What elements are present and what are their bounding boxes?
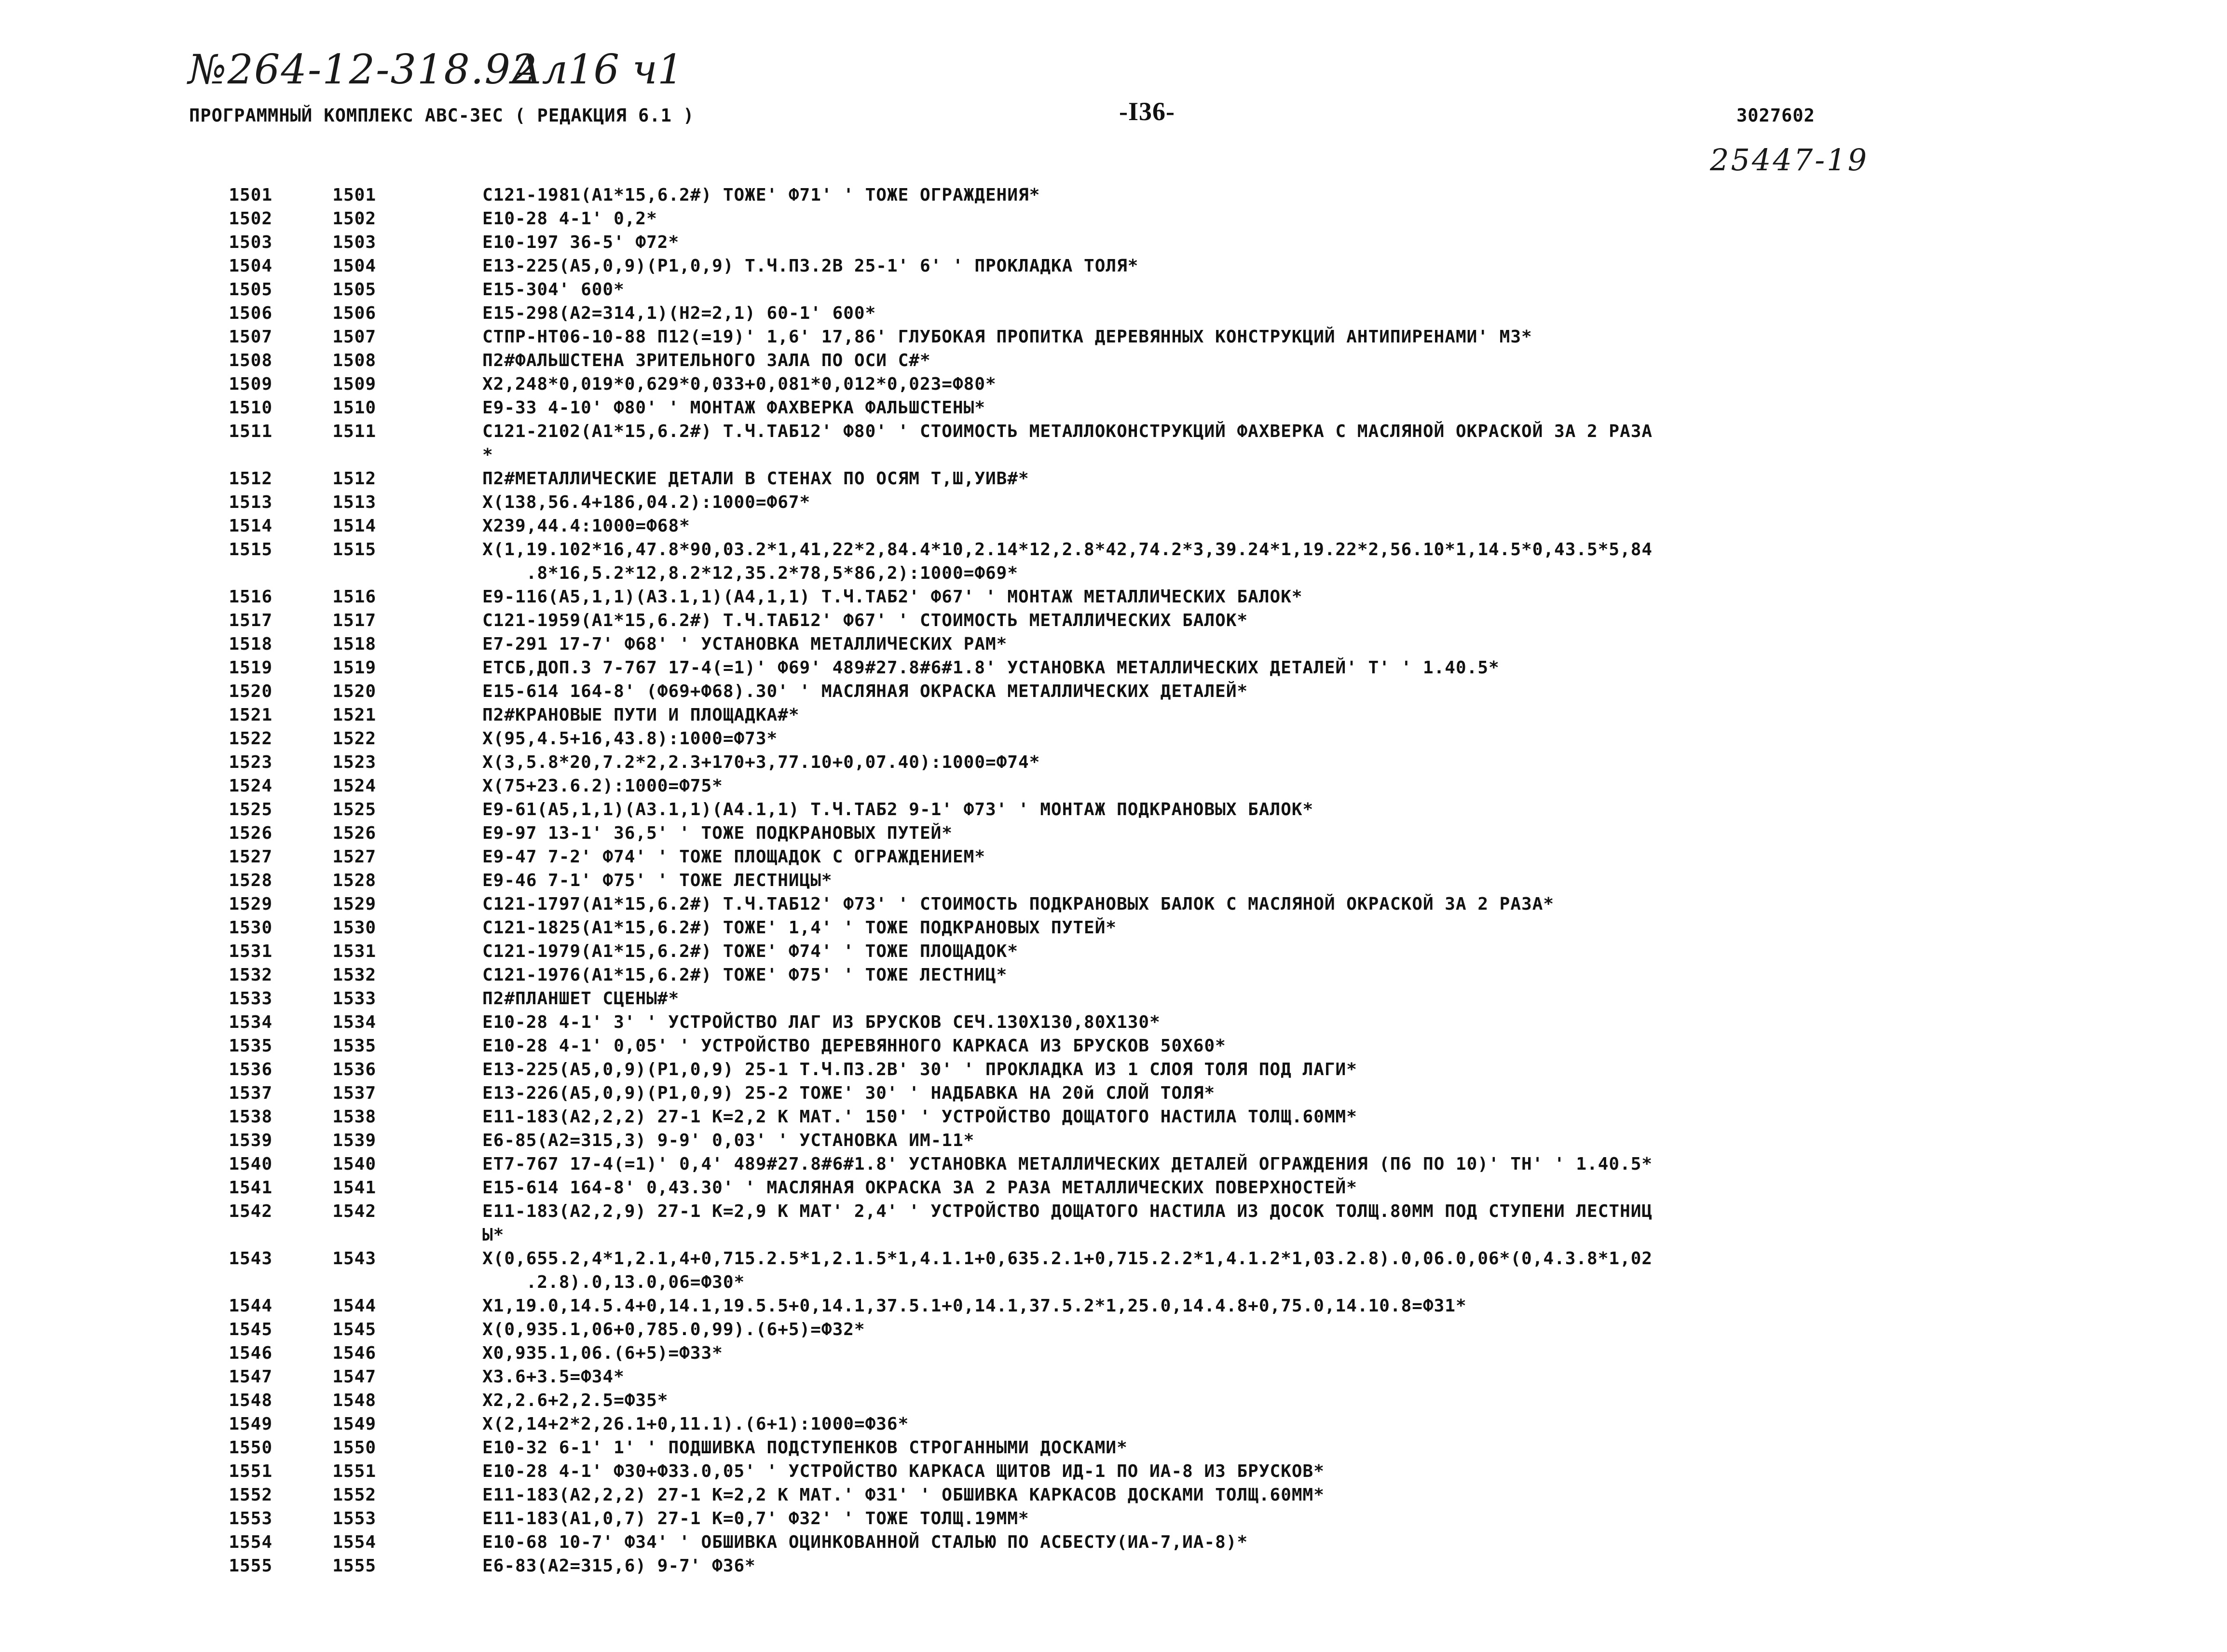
line-number: 1527 xyxy=(229,847,273,867)
record-text: Е7-291 17-7' Ф68' ' УСТАНОВКА МЕТАЛЛИЧЕСКИХ РАМ* xyxy=(482,634,1008,654)
listing-row xyxy=(0,491,2227,514)
record-text: Е13-225(А5,0,9)(Р1,0,9) Т.Ч.П3.2В 25-1' 6' ' ПРОКЛАДКА ТОЛЯ* xyxy=(482,256,1139,276)
listing-row xyxy=(0,1318,2227,1341)
record-number: 1506 xyxy=(332,303,376,323)
record-text: Е9-61(А5,1,1)(А3.1,1)(А4.1,1) Т.Ч.ТАБ2 9-1' Ф73' ' МОНТАЖ ПОДКРАНОВЫХ БАЛОК* xyxy=(482,800,1314,819)
listing-row xyxy=(0,514,2227,538)
line-number: 1512 xyxy=(229,469,273,489)
record-number: 1513 xyxy=(332,492,376,512)
document-code: 3027602 xyxy=(1736,105,1815,126)
record-text: Х(2,14+2*2,26.1+0,11.1).(6+1):1000=Ф36* xyxy=(482,1414,909,1434)
record-text: Е15-298(А2=314,1)(Н2=2,1) 60-1' 600* xyxy=(482,303,876,323)
record-number: 1521 xyxy=(332,705,376,725)
record-number: 1533 xyxy=(332,989,376,1009)
line-number: 1510 xyxy=(229,398,273,418)
handwritten-album: Ал16 ч1 xyxy=(511,46,683,93)
line-number: 1546 xyxy=(229,1343,273,1363)
listing-row xyxy=(0,680,2227,703)
line-number: 1531 xyxy=(229,942,273,961)
line-number: 1534 xyxy=(229,1012,273,1032)
listing-row xyxy=(0,727,2227,751)
record-number: 1503 xyxy=(332,232,376,252)
listing-row xyxy=(0,585,2227,609)
record-number: 1523 xyxy=(332,752,376,772)
line-number: 1514 xyxy=(229,516,273,536)
listing xyxy=(0,183,2227,1578)
listing-row xyxy=(0,869,2227,892)
record-text: Е13-226(А5,0,9)(Р1,0,9) 25-2 ТОЖЕ' 30' ' НАДБАВКА НА 20й СЛОЙ ТОЛЯ* xyxy=(482,1083,1216,1103)
record-text: П2#ПЛАНШЕТ СЦЕНЫ#* xyxy=(482,989,680,1009)
line-number: 1523 xyxy=(229,752,273,772)
record-number: 1510 xyxy=(332,398,376,418)
record-text: Х239,44.4:1000=Ф68* xyxy=(482,516,690,536)
record-text: Е10-28 4-1' 0,2* xyxy=(482,209,657,229)
listing-row xyxy=(0,1081,2227,1105)
record-number: 1535 xyxy=(332,1036,376,1056)
record-number: 1551 xyxy=(332,1461,376,1481)
line-number: 1533 xyxy=(229,989,273,1009)
record-text: Е9-47 7-2' Ф74' ' ТОЖЕ ПЛОЩАДОК С ОГРАЖДЕНИЕМ* xyxy=(482,847,985,867)
line-number: 1506 xyxy=(229,303,273,323)
listing-row xyxy=(0,1010,2227,1034)
record-number: 1541 xyxy=(332,1178,376,1198)
listing-row xyxy=(0,609,2227,632)
listing-row xyxy=(0,987,2227,1010)
record-number: 1522 xyxy=(332,729,376,749)
record-number: 1505 xyxy=(332,280,376,300)
listing-row xyxy=(0,1554,2227,1578)
record-text: Е10-28 4-1' Ф30+Ф33.0,05' ' УСТРОЙСТВО КАРКАСА ЩИТОВ ИД-1 ПО ИА-8 ИЗ БРУСКОВ* xyxy=(482,1461,1325,1481)
line-number: 1554 xyxy=(229,1532,273,1552)
line-number: 1550 xyxy=(229,1438,273,1458)
listing-row xyxy=(0,231,2227,254)
line-number: 1517 xyxy=(229,611,273,630)
listing-row xyxy=(0,774,2227,798)
record-text: Е15-614 164-8' 0,43.30' ' МАСЛЯНАЯ ОКРАСКА ЗА 2 РАЗА МЕТАЛЛИЧЕСКИХ ПОВЕРХНОСТЕЙ* xyxy=(482,1178,1357,1198)
line-number: 1508 xyxy=(229,351,273,370)
line-number: 1529 xyxy=(229,894,273,914)
record-number: 1546 xyxy=(332,1343,376,1363)
listing-row xyxy=(0,1365,2227,1389)
line-number: 1535 xyxy=(229,1036,273,1056)
line-number: 1549 xyxy=(229,1414,273,1434)
listing-row xyxy=(0,1530,2227,1554)
line-number: 1538 xyxy=(229,1107,273,1127)
program-header: ПРОГРАММНЫЙ КОМПЛЕКС АВС-3ЕС ( РЕДАКЦИЯ 6.1 ) xyxy=(189,105,695,126)
line-number: 1513 xyxy=(229,492,273,512)
record-number: 1547 xyxy=(332,1367,376,1387)
record-number: 1549 xyxy=(332,1414,376,1434)
line-number: 1528 xyxy=(229,871,273,890)
record-text: Е11-183(А2,2,9) 27-1 К=2,9 К МАТ' 2,4' ' УСТРОЙСТВО ДОЩАТОГО НАСТИЛА ИЗ ДОСОК ТОЛЩ.80ММ ПОД СТУПЕНИ ЛЕСТНИЦ xyxy=(482,1201,1653,1221)
record-number: 1532 xyxy=(332,965,376,985)
record-number: 1536 xyxy=(332,1060,376,1079)
record-text: Е10-28 4-1' 0,05' ' УСТРОЙСТВО ДЕРЕВЯННОГО КАРКАСА ИЗ БРУСКОВ 50Х60* xyxy=(482,1036,1226,1056)
record-number: 1534 xyxy=(332,1012,376,1032)
record-text: Е10-68 10-7' Ф34' ' ОБШИВКА ОЦИНКОВАННОЙ СТАЛЬЮ ПО АСБЕСТУ(ИА-7,ИА-8)* xyxy=(482,1532,1248,1552)
line-number: 1522 xyxy=(229,729,273,749)
record-text: П2#МЕТАЛЛИЧЕСКИЕ ДЕТАЛИ В СТЕНАХ ПО ОСЯМ Т,Ш,УИВ#* xyxy=(482,469,1029,489)
record-text: С121-1976(А1*15,6.2#) ТОЖЕ' Ф75' ' ТОЖЕ ЛЕСТНИЦ* xyxy=(482,965,1008,985)
record-text: Е10-32 6-1' 1' ' ПОДШИВКА ПОДСТУПЕНКОВ СТРОГАННЫМИ ДОСКАМИ* xyxy=(482,1438,1128,1458)
listing-row xyxy=(0,1460,2227,1483)
listing-row xyxy=(0,1105,2227,1129)
line-number: 1551 xyxy=(229,1461,273,1481)
record-text: Х(0,935.1,06+0,785.0,99).(6+5)=Ф32* xyxy=(482,1320,865,1339)
line-number: 1545 xyxy=(229,1320,273,1339)
line-number: 1537 xyxy=(229,1083,273,1103)
record-text: Е15-304' 600* xyxy=(482,280,625,300)
record-number: 1508 xyxy=(332,351,376,370)
listing-row xyxy=(0,207,2227,231)
listing-row xyxy=(0,301,2227,325)
record-text: Е11-183(А1,0,7) 27-1 К=0,7' Ф32' ' ТОЖЕ ТОЛЩ.19ММ* xyxy=(482,1509,1029,1529)
listing-row xyxy=(0,963,2227,987)
record-text: Е6-83(А2=315,6) 9-7' Ф36* xyxy=(482,1556,756,1576)
line-number: 1507 xyxy=(229,327,273,347)
record-text: Е10-28 4-1' 3' ' УСТРОЙСТВО ЛАГ ИЗ БРУСКОВ СЕЧ.130Х130,80Х130* xyxy=(482,1012,1161,1032)
line-number: 1511 xyxy=(229,422,273,441)
listing-row xyxy=(0,1389,2227,1412)
record-text: Х0,935.1,06.(6+5)=Ф33* xyxy=(482,1343,723,1363)
record-text: П2#КРАНОВЫЕ ПУТИ И ПЛОЩАДКА#* xyxy=(482,705,800,725)
record-number: 1553 xyxy=(332,1509,376,1529)
record-number: 1529 xyxy=(332,894,376,914)
record-number: 1504 xyxy=(332,256,376,276)
record-text: СТПР-НТ06-10-88 П12(=19)' 1,6' 17,86' ГЛУБОКАЯ ПРОПИТКА ДЕРЕВЯННЫХ КОНСТРУКЦИЙ АНТИПИРЕНАМИ' М3* xyxy=(482,327,1532,347)
record-number: 1519 xyxy=(332,658,376,678)
record-number: 1501 xyxy=(332,185,376,205)
record-number: 1509 xyxy=(332,374,376,394)
record-number: 1502 xyxy=(332,209,376,229)
listing-row xyxy=(0,1200,2227,1247)
listing-row xyxy=(0,1341,2227,1365)
listing-row xyxy=(0,656,2227,680)
line-number: 1544 xyxy=(229,1296,273,1316)
record-number: 1525 xyxy=(332,800,376,819)
record-continuation: .8*16,5.2*12,8.2*12,35.2*78,5*86,2):1000=Ф69* xyxy=(482,563,1019,583)
listing-row xyxy=(0,798,2227,821)
record-number: 1552 xyxy=(332,1485,376,1505)
record-text: Е9-33 4-10' Ф80' ' МОНТАЖ ФАХВЕРКА ФАЛЬШСТЕНЫ* xyxy=(482,398,985,418)
record-number: 1524 xyxy=(332,776,376,796)
listing-row xyxy=(0,467,2227,491)
record-text: Е10-197 36-5' Ф72* xyxy=(482,232,680,252)
listing-row xyxy=(0,1034,2227,1058)
listing-row xyxy=(0,1247,2227,1294)
line-number: 1526 xyxy=(229,823,273,843)
listing-row xyxy=(0,372,2227,396)
record-text: С121-2102(А1*15,6.2#) Т.Ч.ТАБ12' Ф80' ' СТОИМОСТЬ МЕТАЛЛОКОНСТРУКЦИЙ ФАХВЕРКА С МАСЛЯНОЙ ОКРАСКОЙ ЗА 2 РАЗА xyxy=(482,422,1653,441)
listing-row xyxy=(0,632,2227,656)
record-number: 1537 xyxy=(332,1083,376,1103)
record-number: 1517 xyxy=(332,611,376,630)
record-number: 1518 xyxy=(332,634,376,654)
line-number: 1553 xyxy=(229,1509,273,1529)
line-number: 1505 xyxy=(229,280,273,300)
listing-row xyxy=(0,892,2227,916)
record-text: Е13-225(А5,0,9)(Р1,0,9) 25-1 Т.Ч.П3.2В' 30' ' ПРОКЛАДКА ИЗ 1 СЛОЯ ТОЛЯ ПОД ЛАГИ* xyxy=(482,1060,1357,1079)
line-number: 1515 xyxy=(229,540,273,560)
listing-row xyxy=(0,1436,2227,1460)
listing-row xyxy=(0,1483,2227,1507)
listing-row xyxy=(0,845,2227,869)
line-number: 1555 xyxy=(229,1556,273,1576)
line-number: 1552 xyxy=(229,1485,273,1505)
line-number: 1539 xyxy=(229,1131,273,1150)
line-number: 1502 xyxy=(229,209,273,229)
line-number: 1542 xyxy=(229,1201,273,1221)
line-number: 1541 xyxy=(229,1178,273,1198)
listing-row xyxy=(0,940,2227,963)
record-text: ЕТСБ,ДОП.3 7-767 17-4(=1)' Ф69' 489#27.8#6#1.8' УСТАНОВКА МЕТАЛЛИЧЕСКИХ ДЕТАЛЕЙ' Т' ' 1.40.5* xyxy=(482,658,1500,678)
line-number: 1518 xyxy=(229,634,273,654)
listing-row xyxy=(0,1412,2227,1436)
record-number: 1514 xyxy=(332,516,376,536)
listing-row xyxy=(0,349,2227,372)
record-number: 1543 xyxy=(332,1249,376,1269)
record-number: 1554 xyxy=(332,1532,376,1552)
record-text: Х1,19.0,14.5.4+0,14.1,19.5.5+0,14.1,37.5.1+0,14.1,37.5.2*1,25.0,14.4.8+0,75.0,14.10.8=Ф31* xyxy=(482,1296,1467,1316)
record-text: Х3.6+3.5=Ф34* xyxy=(482,1367,625,1387)
line-number: 1532 xyxy=(229,965,273,985)
record-number: 1507 xyxy=(332,327,376,347)
line-number: 1504 xyxy=(229,256,273,276)
handwritten-code: 25447-19 xyxy=(1710,142,1869,177)
page-number: -I36- xyxy=(1119,97,1175,126)
line-number: 1530 xyxy=(229,918,273,938)
record-text: С121-1959(А1*15,6.2#) Т.Ч.ТАБ12' Ф67' ' СТОИМОСТЬ МЕТАЛЛИЧЕСКИХ БАЛОК* xyxy=(482,611,1248,630)
line-number: 1536 xyxy=(229,1060,273,1079)
line-number: 1521 xyxy=(229,705,273,725)
record-continuation: Ы* xyxy=(482,1225,505,1245)
record-text: Е11-183(А2,2,2) 27-1 К=2,2 К МАТ.' Ф31' ' ОБШИВКА КАРКАСОВ ДОСКАМИ ТОЛЩ.60ММ* xyxy=(482,1485,1325,1505)
line-number: 1547 xyxy=(229,1367,273,1387)
record-text: Х(138,56.4+186,04.2):1000=Ф67* xyxy=(482,492,811,512)
listing-row xyxy=(0,538,2227,585)
line-number: 1548 xyxy=(229,1391,273,1410)
record-number: 1520 xyxy=(332,682,376,701)
record-number: 1542 xyxy=(332,1201,376,1221)
record-text: Х2,248*0,019*0,629*0,033+0,081*0,012*0,023=Ф80* xyxy=(482,374,997,394)
listing-row xyxy=(0,703,2227,727)
record-text: Е6-85(А2=315,3) 9-9' 0,03' ' УСТАНОВКА ИМ-11* xyxy=(482,1131,975,1150)
record-text: Х(3,5.8*20,7.2*2,2.3+170+3,77.10+0,07.40):1000=Ф74* xyxy=(482,752,1040,772)
record-number: 1512 xyxy=(332,469,376,489)
record-text: Х(95,4.5+16,43.8):1000=Ф73* xyxy=(482,729,778,749)
listing-row xyxy=(0,1507,2227,1530)
record-number: 1515 xyxy=(332,540,376,560)
handwritten-doc-number: №264-12-318.92 xyxy=(188,46,538,93)
listing-row xyxy=(0,1058,2227,1081)
record-text: Е9-97 13-1' 36,5' ' ТОЖЕ ПОДКРАНОВЫХ ПУТЕЙ* xyxy=(482,823,953,843)
record-number: 1531 xyxy=(332,942,376,961)
record-number: 1548 xyxy=(332,1391,376,1410)
record-text: Х(0,655.2,4*1,2.1,4+0,715.2.5*1,2.1.5*1,4.1.1+0,635.2.1+0,715.2.2*1,4.1.2*1,03.2.8).0,06.0,06*(0,4.3.8*1,02 xyxy=(482,1249,1653,1269)
listing-row xyxy=(0,325,2227,349)
record-number: 1539 xyxy=(332,1131,376,1150)
record-number: 1555 xyxy=(332,1556,376,1576)
record-number: 1544 xyxy=(332,1296,376,1316)
line-number: 1524 xyxy=(229,776,273,796)
record-number: 1528 xyxy=(332,871,376,890)
listing-row xyxy=(0,751,2227,774)
record-text: П2#ФАЛЬШСТЕНА ЗРИТЕЛЬНОГО ЗАЛА ПО ОСИ С#* xyxy=(482,351,931,370)
record-text: Е9-116(А5,1,1)(А3.1,1)(А4,1,1) Т.Ч.ТАБ2' Ф67' ' МОНТАЖ МЕТАЛЛИЧЕСКИХ БАЛОК* xyxy=(482,587,1303,607)
record-number: 1540 xyxy=(332,1154,376,1174)
record-text: Е9-46 7-1' Ф75' ' ТОЖЕ ЛЕСТНИЦЫ* xyxy=(482,871,833,890)
record-number: 1526 xyxy=(332,823,376,843)
line-number: 1540 xyxy=(229,1154,273,1174)
record-number: 1538 xyxy=(332,1107,376,1127)
line-number: 1519 xyxy=(229,658,273,678)
listing-row xyxy=(0,821,2227,845)
line-number: 1501 xyxy=(229,185,273,205)
listing-row xyxy=(0,1129,2227,1152)
record-text: С121-1979(А1*15,6.2#) ТОЖЕ' Ф74' ' ТОЖЕ ПЛОЩАДОК* xyxy=(482,942,1019,961)
listing-row xyxy=(0,1176,2227,1200)
record-continuation: .2.8).0,13.0,06=Ф30* xyxy=(482,1272,745,1292)
listing-row xyxy=(0,916,2227,940)
record-number: 1530 xyxy=(332,918,376,938)
listing-row xyxy=(0,1294,2227,1318)
line-number: 1516 xyxy=(229,587,273,607)
listing-row xyxy=(0,1152,2227,1176)
listing-row xyxy=(0,420,2227,467)
record-text: Х(75+23.6.2):1000=Ф75* xyxy=(482,776,723,796)
record-text: Х(1,19.102*16,47.8*90,03.2*1,41,22*2,84.4*10,2.14*12,2.8*42,74.2*3,39.24*1,19.22*2,56.10*1,14.5*0,43.5*5,84 xyxy=(482,540,1653,560)
record-number: 1545 xyxy=(332,1320,376,1339)
record-text: С121-1825(А1*15,6.2#) ТОЖЕ' 1,4' ' ТОЖЕ ПОДКРАНОВЫХ ПУТЕЙ* xyxy=(482,918,1117,938)
record-text: Е11-183(А2,2,2) 27-1 К=2,2 К МАТ.' 150' ' УСТРОЙСТВО ДОЩАТОГО НАСТИЛА ТОЛЩ.60ММ* xyxy=(482,1107,1357,1127)
record-number: 1511 xyxy=(332,422,376,441)
listing-row xyxy=(0,396,2227,420)
record-continuation: * xyxy=(482,445,493,465)
line-number: 1503 xyxy=(229,232,273,252)
record-text: ЕТ7-767 17-4(=1)' 0,4' 489#27.8#6#1.8' УСТАНОВКА МЕТАЛЛИЧЕСКИХ ДЕТАЛЕЙ ОГРАЖДЕНИЯ (П6 ПО 10)' ТН' ' 1.40.5* xyxy=(482,1154,1653,1174)
line-number: 1509 xyxy=(229,374,273,394)
listing-row xyxy=(0,278,2227,301)
record-text: Е15-614 164-8' (Ф69+Ф68).30' ' МАСЛЯНАЯ ОКРАСКА МЕТАЛЛИЧЕСКИХ ДЕТАЛЕЙ* xyxy=(482,682,1248,701)
listing-row xyxy=(0,254,2227,278)
line-number: 1520 xyxy=(229,682,273,701)
record-number: 1550 xyxy=(332,1438,376,1458)
listing-row xyxy=(0,183,2227,207)
record-text: С121-1797(А1*15,6.2#) Т.Ч.ТАБ12' Ф73' ' СТОИМОСТЬ ПОДКРАНОВЫХ БАЛОК С МАСЛЯНОЙ ОКРАСКОЙ ЗА 2 РАЗА* xyxy=(482,894,1555,914)
line-number: 1543 xyxy=(229,1249,273,1269)
record-number: 1527 xyxy=(332,847,376,867)
line-number: 1525 xyxy=(229,800,273,819)
record-text: С121-1981(А1*15,6.2#) ТОЖЕ' Ф71' ' ТОЖЕ ОГРАЖДЕНИЯ* xyxy=(482,185,1040,205)
record-text: Х2,2.6+2,2.5=Ф35* xyxy=(482,1391,669,1410)
record-number: 1516 xyxy=(332,587,376,607)
